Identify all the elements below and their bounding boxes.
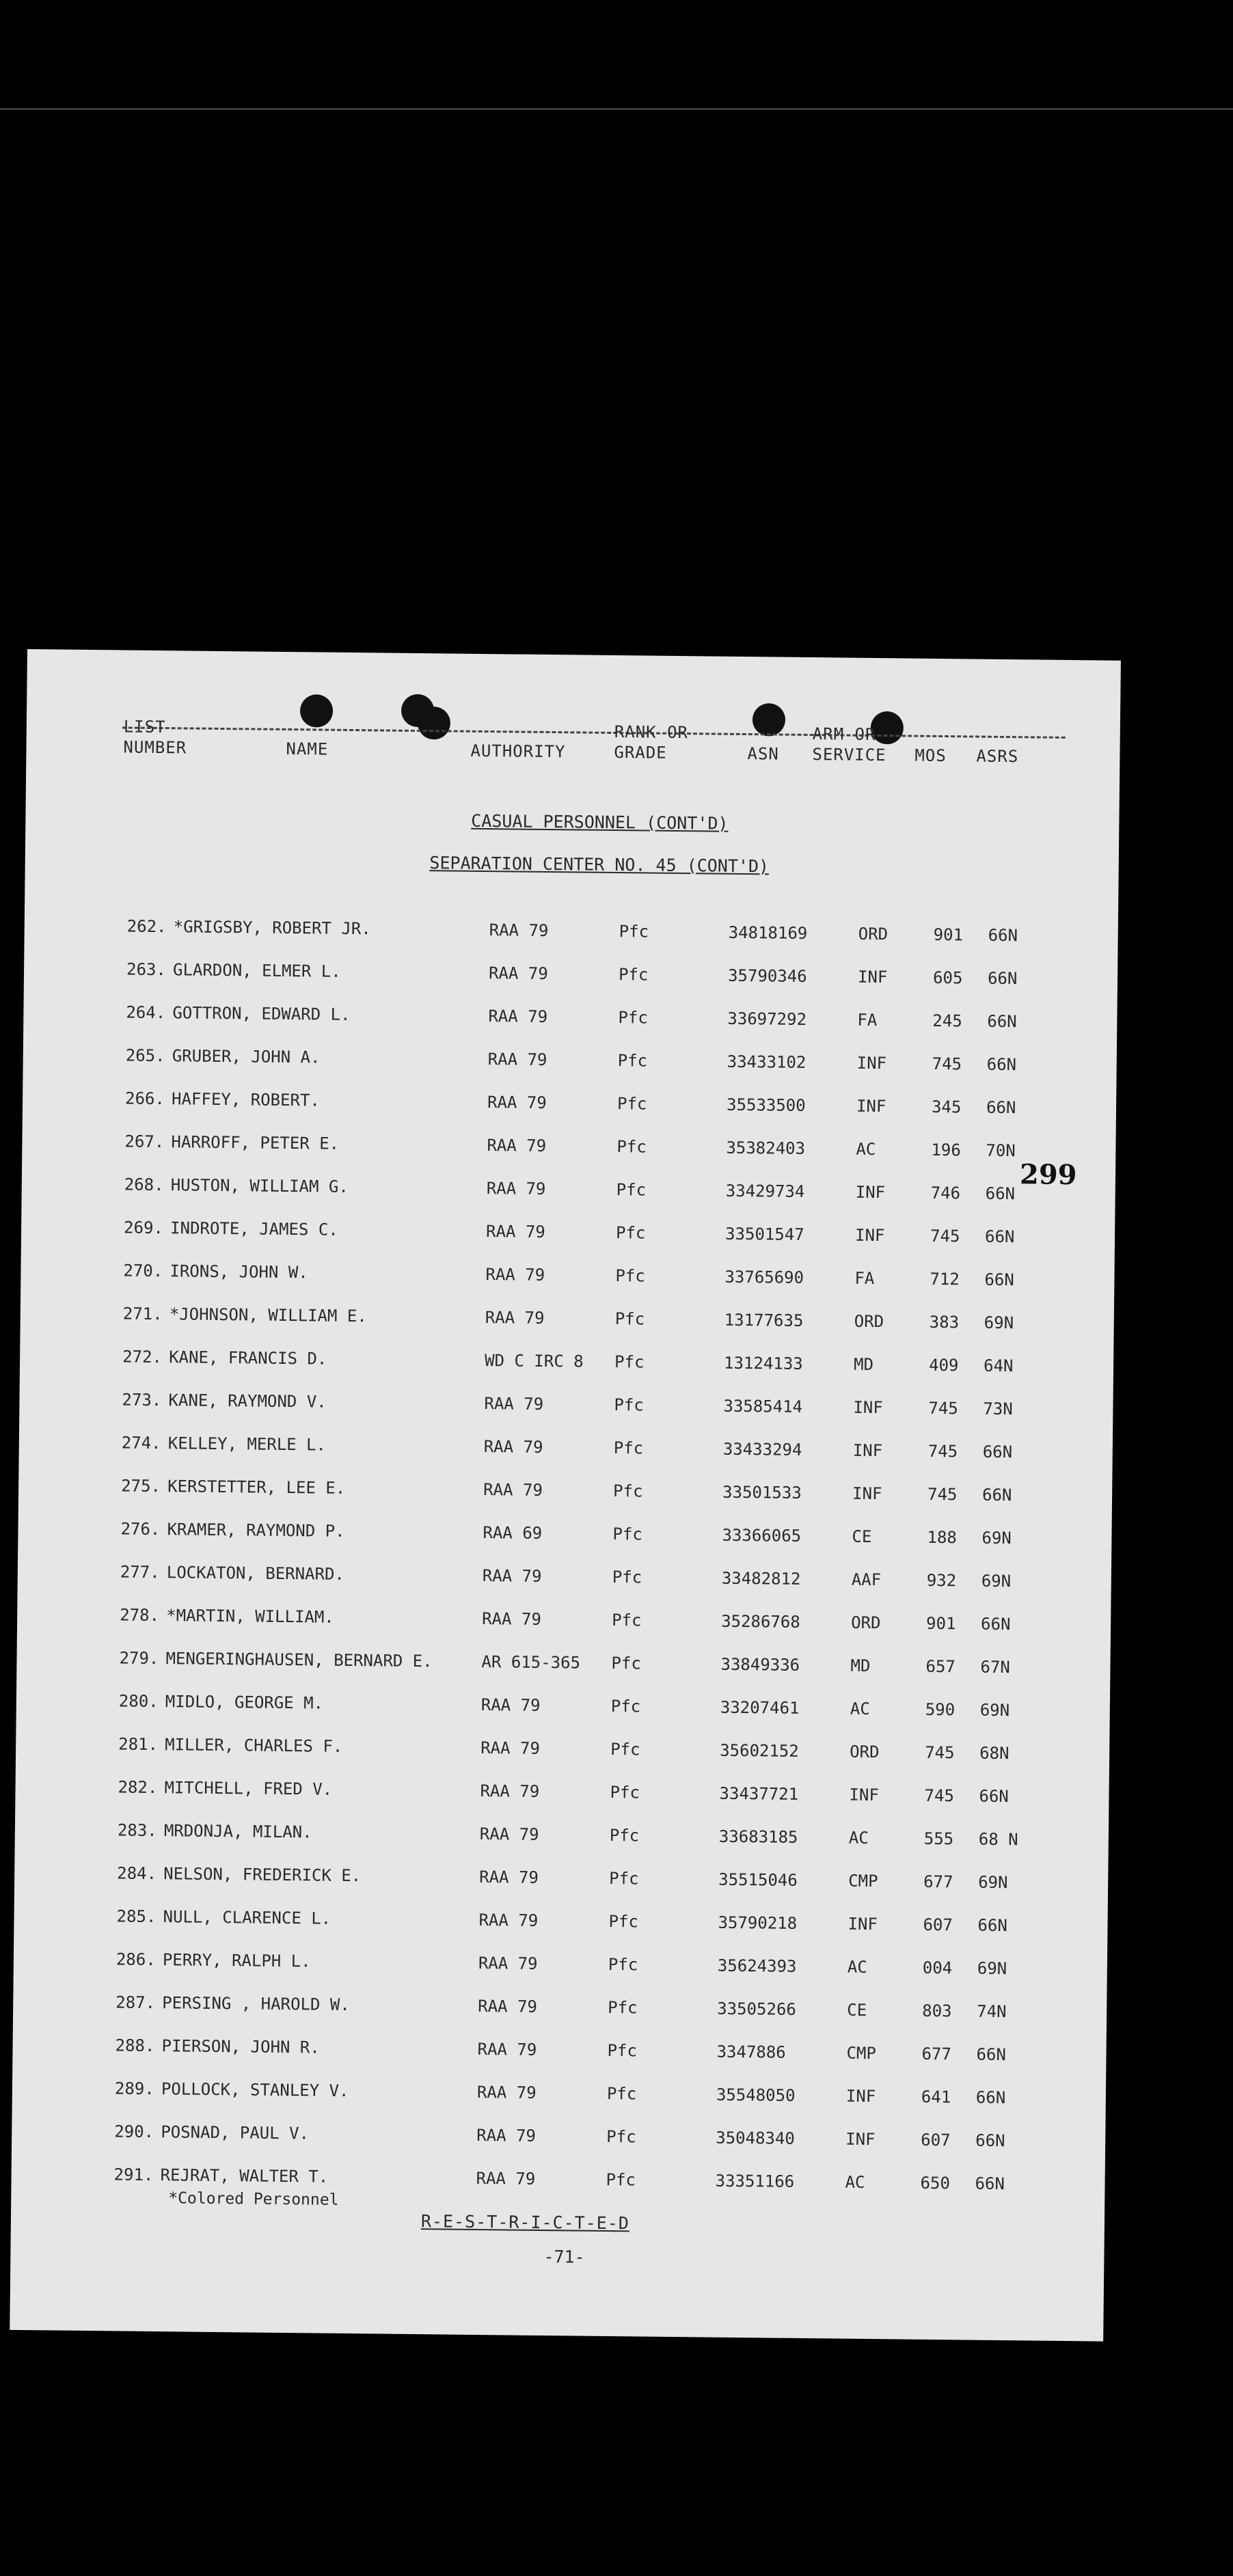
- asn: 33505266: [717, 1999, 796, 2019]
- asrs: 69N: [977, 1958, 1007, 1979]
- soldier-name: MENGERINGHAUSEN, BERNARD E.: [165, 1649, 433, 1671]
- grade: Pfc: [611, 1654, 642, 1673]
- mos: 745: [932, 1054, 962, 1074]
- asrs: 69N: [979, 1700, 1010, 1721]
- authority: RAA 79: [485, 1265, 545, 1285]
- mos: 657: [925, 1656, 956, 1677]
- arm: CE: [852, 1526, 872, 1547]
- authority: RAA 79: [487, 1050, 547, 1069]
- asn: 33433102: [727, 1052, 807, 1072]
- list-number: 278.: [120, 1605, 160, 1626]
- grade: Pfc: [610, 1783, 640, 1803]
- list-number: 271.: [122, 1304, 163, 1324]
- list-number: 283.: [117, 1820, 157, 1841]
- mos: 745: [924, 1785, 955, 1806]
- mos: 901: [925, 1613, 956, 1634]
- soldier-name: MITCHELL, FRED V.: [164, 1778, 333, 1799]
- authority: RAA 79: [476, 2126, 537, 2146]
- asrs: 69N: [978, 1872, 1008, 1893]
- arm: INF: [854, 1225, 885, 1246]
- punch-hole: [418, 707, 451, 740]
- authority: RAA 79: [482, 1609, 542, 1629]
- arm: INF: [848, 1914, 878, 1934]
- mos: 745: [927, 1484, 958, 1505]
- grade: Pfc: [616, 1094, 647, 1114]
- mos: 932: [926, 1570, 957, 1591]
- mos: 607: [923, 1915, 953, 1935]
- mos: 345: [931, 1097, 962, 1117]
- mos: 641: [921, 2087, 951, 2107]
- soldier-name: *JOHNSON, WILLIAM E.: [169, 1304, 367, 1326]
- mos: 745: [928, 1398, 958, 1419]
- list-number: 268.: [124, 1175, 164, 1195]
- soldier-name: KANE, RAYMOND V.: [168, 1390, 327, 1412]
- soldier-name: NULL, CLARENCE L.: [163, 1907, 331, 1928]
- arm: INF: [849, 1785, 880, 1805]
- list-number: 262.: [126, 916, 167, 937]
- grade: Pfc: [606, 2169, 636, 2190]
- arm: AAF: [851, 1570, 882, 1590]
- soldier-name: MIDLO, GEORGE M.: [165, 1692, 324, 1713]
- asn: 13124133: [723, 1353, 803, 1373]
- grade: Pfc: [608, 1998, 638, 2018]
- mos: 555: [923, 1828, 954, 1849]
- arm: AC: [847, 1957, 867, 1977]
- grade: Pfc: [606, 2126, 636, 2147]
- grade: Pfc: [606, 2083, 637, 2104]
- asn: 33501533: [722, 1482, 802, 1503]
- mos: 745: [930, 1226, 960, 1246]
- grade: Pfc: [608, 1912, 639, 1932]
- list-number: 263.: [126, 959, 167, 980]
- soldier-name: HAFFEY, ROBERT.: [171, 1089, 321, 1110]
- arm: INF: [856, 1096, 886, 1116]
- asn: 35624393: [717, 1956, 797, 1976]
- asrs: 66N: [988, 925, 1018, 946]
- authority: RAA 79: [488, 963, 548, 984]
- grade: Pfc: [609, 1826, 640, 1846]
- grade: Pfc: [614, 1352, 645, 1372]
- mos: 590: [925, 1699, 956, 1720]
- asn: 33585414: [723, 1396, 803, 1416]
- soldier-name: LOCKATON, BERNARD.: [166, 1563, 345, 1584]
- soldier-name: IRONS, JOHN W.: [170, 1261, 308, 1283]
- asn: 33482812: [721, 1568, 801, 1589]
- soldier-name: INDROTE, JAMES C.: [170, 1218, 338, 1239]
- mos: 712: [930, 1269, 960, 1289]
- list-number: 290.: [114, 2122, 154, 2142]
- asrs: 69N: [984, 1313, 1014, 1333]
- header-rank: RANK OR: [614, 722, 689, 743]
- authority: WD C IRC 8: [484, 1351, 584, 1371]
- mos: 188: [927, 1527, 957, 1548]
- asn: 33849336: [720, 1654, 800, 1675]
- arm: INF: [856, 1053, 887, 1073]
- mos: 409: [928, 1355, 959, 1375]
- mos: 901: [933, 924, 964, 945]
- arm: AC: [845, 2172, 865, 2192]
- grade: Pfc: [614, 1309, 645, 1329]
- soldier-name: MRDONJA, MILAN.: [163, 1821, 312, 1842]
- asrs: 66N: [975, 2174, 1005, 2194]
- authority: RAA 79: [478, 1997, 538, 2016]
- header-asrs: ASRS: [976, 746, 1019, 767]
- asrs: 66N: [976, 2044, 1007, 2065]
- asn: 35382403: [726, 1138, 806, 1158]
- soldier-name: GOTTRON, EDWARD L.: [172, 1003, 351, 1024]
- mos: 803: [922, 2001, 952, 2021]
- arm: AC: [850, 1699, 870, 1718]
- asrs: 66N: [984, 1270, 1014, 1290]
- soldier-name: HARROFF, PETER E.: [171, 1132, 340, 1153]
- arm: FA: [857, 1010, 878, 1030]
- subsection-title: SEPARATION CENTER NO. 45 (CONT'D): [429, 853, 770, 877]
- authority: RAA 79: [479, 1867, 539, 1887]
- grade: Pfc: [612, 1611, 642, 1630]
- section-title: CASUAL PERSONNEL (CONT'D): [471, 810, 729, 834]
- mos: 745: [927, 1441, 958, 1462]
- grade: Pfc: [609, 1869, 639, 1889]
- grade: Pfc: [612, 1567, 642, 1587]
- header-authority: AUTHORITY: [470, 741, 566, 762]
- list-number: 289.: [114, 2079, 154, 2099]
- authority: RAA 79: [480, 1781, 540, 1801]
- authority: RAA 79: [480, 1695, 541, 1715]
- arm: CMP: [846, 2043, 877, 2064]
- soldier-name: *MARTIN, WILLIAM.: [166, 1606, 334, 1627]
- arm: ORD: [851, 1613, 881, 1633]
- asrs: 64N: [983, 1356, 1014, 1376]
- list-number: 285.: [116, 1906, 157, 1927]
- grade: Pfc: [619, 922, 649, 942]
- header-grade: GRADE: [614, 742, 667, 763]
- grade: Pfc: [607, 2040, 638, 2061]
- authority: RAA 79: [487, 1136, 547, 1155]
- arm: ORD: [854, 1311, 884, 1332]
- arm: INF: [845, 2129, 876, 2150]
- asrs: 66N: [987, 1011, 1017, 1032]
- authority: RAA 79: [488, 1006, 548, 1026]
- grade: Pfc: [610, 1697, 641, 1716]
- document-page: [10, 649, 1121, 2342]
- list-number: 266.: [124, 1088, 165, 1109]
- list-number: 274.: [121, 1433, 161, 1453]
- authority: RAA 79: [487, 1093, 547, 1112]
- asn: 33437721: [719, 1783, 799, 1804]
- page-number: -71-: [543, 2247, 585, 2267]
- authority: RAA 79: [489, 920, 549, 941]
- list-number: 282.: [118, 1777, 158, 1798]
- grade: Pfc: [612, 1524, 642, 1544]
- asrs: 69N: [981, 1528, 1012, 1548]
- header-name: NAME: [286, 739, 329, 759]
- authority: RAA 79: [486, 1179, 546, 1198]
- soldier-name: PIERSON, JOHN R.: [161, 2036, 320, 2057]
- grade: Pfc: [618, 1008, 648, 1028]
- grade: Pfc: [616, 1137, 647, 1157]
- soldier-name: REJRAT, WALTER T.: [160, 2165, 329, 2187]
- asrs: 66N: [986, 1054, 1017, 1075]
- grade: Pfc: [615, 1223, 646, 1243]
- asrs: 74N: [977, 2001, 1007, 2022]
- arm: MD: [853, 1354, 874, 1375]
- list-number: 281.: [118, 1734, 159, 1755]
- list-number: 275.: [121, 1476, 161, 1496]
- asn: 33351166: [715, 2171, 795, 2191]
- mos: 745: [925, 1742, 955, 1763]
- authority: RAA 79: [479, 1824, 539, 1844]
- mos: 650: [920, 2173, 951, 2193]
- asrs: 66N: [985, 1183, 1016, 1204]
- header-asn: ASN: [747, 744, 779, 764]
- asrs: 69N: [981, 1571, 1012, 1591]
- grade: Pfc: [615, 1266, 645, 1286]
- asrs: 66N: [975, 2087, 1006, 2108]
- soldier-name: POSNAD, PAUL V.: [161, 2122, 310, 2143]
- header-service: SERVICE: [812, 745, 886, 765]
- authority: RAA 79: [483, 1437, 543, 1457]
- soldier-name: POLLOCK, STANLEY V.: [161, 2079, 349, 2101]
- scan-edge-line: [0, 108, 1233, 110]
- header-rule-top: [122, 726, 1066, 738]
- list-number: 272.: [122, 1347, 163, 1367]
- authority: RAA 79: [476, 2083, 537, 2102]
- list-number: 280.: [118, 1691, 159, 1712]
- arm: ORD: [858, 924, 889, 944]
- list-number: 273.: [122, 1390, 162, 1410]
- asn: 35790346: [727, 965, 807, 986]
- soldier-name: GLARDON, ELMER L.: [172, 960, 341, 981]
- authority: RAA 79: [485, 1308, 545, 1328]
- authority: RAA 79: [477, 2040, 537, 2059]
- authority: RAA 79: [480, 1738, 541, 1758]
- arm: CE: [847, 2000, 867, 2020]
- asn: 3347886: [716, 2042, 786, 2062]
- asn: 35548050: [716, 2085, 796, 2105]
- asrs: 66N: [977, 1915, 1008, 1936]
- mos: 245: [932, 1011, 962, 1031]
- asn: 33366065: [722, 1525, 802, 1546]
- asrs: 66N: [982, 1442, 1013, 1462]
- arm: INF: [857, 967, 888, 987]
- grade: Pfc: [618, 965, 649, 985]
- soldier-name: MILLER, CHARLES F.: [165, 1735, 343, 1756]
- asn: 33207461: [720, 1697, 800, 1718]
- list-number: 276.: [120, 1519, 161, 1539]
- list-number: 277.: [120, 1562, 160, 1582]
- list-number: 270.: [123, 1261, 163, 1281]
- asn: 34818169: [728, 922, 808, 943]
- grade: Pfc: [608, 1955, 638, 1975]
- soldier-name: PERRY, RALPH L.: [162, 1950, 311, 1971]
- mos: 677: [923, 1872, 953, 1892]
- grade: Pfc: [617, 1051, 648, 1071]
- soldier-name: HUSTON, WILLIAM G.: [170, 1175, 349, 1196]
- soldier-name: PERSING , HAROLD W.: [162, 1993, 350, 2015]
- asrs: 67N: [980, 1657, 1010, 1677]
- asrs: 66N: [981, 1485, 1012, 1505]
- list-number: 284.: [117, 1863, 157, 1884]
- authority: RAA 69: [483, 1523, 543, 1543]
- arm: FA: [854, 1268, 875, 1289]
- soldier-name: KRAMER, RAYMOND P.: [167, 1520, 345, 1541]
- asn: 33501547: [724, 1224, 804, 1244]
- asn: 33683185: [718, 1826, 798, 1847]
- grade: Pfc: [613, 1438, 644, 1458]
- soldier-name: NELSON, FREDERICK E.: [163, 1864, 362, 1886]
- asrs: 66N: [984, 1227, 1015, 1247]
- asrs: 66N: [986, 1097, 1016, 1118]
- asn: 35286768: [721, 1611, 800, 1632]
- restricted-marking: R-E-S-T-R-I-C-T-E-D: [420, 2211, 630, 2234]
- mos: 677: [921, 2044, 952, 2064]
- list-number: 267.: [124, 1132, 165, 1152]
- mos: 607: [921, 2130, 951, 2150]
- asn: 35790218: [718, 1913, 798, 1933]
- arm: INF: [852, 1440, 883, 1461]
- header-mos: MOS: [914, 745, 947, 766]
- asn: 33429734: [725, 1181, 805, 1201]
- asrs: 66N: [975, 2130, 1005, 2151]
- asrs: 68 N: [978, 1829, 1018, 1850]
- grade: Pfc: [616, 1180, 647, 1200]
- header-list: LIST: [123, 717, 166, 737]
- list-number: 286.: [116, 1949, 156, 1970]
- authority: RAA 79: [483, 1480, 543, 1500]
- list-number: 264.: [126, 1002, 166, 1023]
- header-arm: ARM OR: [812, 724, 876, 745]
- asrs: 73N: [983, 1399, 1013, 1419]
- mos: 383: [929, 1312, 960, 1332]
- soldier-name: *GRIGSBY, ROBERT JR.: [173, 917, 371, 939]
- mos: 746: [930, 1183, 961, 1203]
- asn: 35533500: [726, 1095, 806, 1115]
- grade: Pfc: [610, 1740, 640, 1759]
- arm: CMP: [848, 1871, 878, 1891]
- list-number: 279.: [119, 1648, 159, 1669]
- header-number: NUMBER: [123, 737, 187, 758]
- asn: 35048340: [716, 2128, 795, 2148]
- asn: 35602152: [720, 1740, 799, 1761]
- list-number: 265.: [125, 1045, 165, 1066]
- asn: 35515046: [718, 1869, 798, 1890]
- column-header: [27, 716, 1120, 767]
- authority: RAA 79: [478, 1954, 538, 1973]
- punch-hole: [753, 703, 786, 737]
- asrs: 66N: [979, 1786, 1010, 1807]
- authority: AR 615-365: [481, 1652, 581, 1673]
- asn: 33433294: [722, 1439, 802, 1460]
- asrs: 66N: [980, 1614, 1011, 1634]
- arm: INF: [855, 1182, 886, 1203]
- asrs: 68N: [979, 1743, 1010, 1764]
- arm: AC: [848, 1828, 869, 1848]
- footnote: *Colored Personnel: [168, 2189, 339, 2209]
- authority: RAA 79: [476, 2168, 536, 2189]
- arm: INF: [852, 1483, 882, 1504]
- arm: INF: [853, 1397, 883, 1418]
- asn: 33765690: [724, 1267, 804, 1287]
- grade: Pfc: [614, 1395, 644, 1415]
- soldier-name: KELLEY, MERLE L.: [167, 1434, 327, 1455]
- margin-number: 299: [1019, 1158, 1077, 1192]
- asrs: 66N: [987, 968, 1018, 989]
- mos: 605: [932, 968, 963, 988]
- authority: RAA 79: [484, 1394, 544, 1414]
- mos: 196: [931, 1140, 961, 1160]
- list-number: 291.: [113, 2165, 154, 2185]
- asrs: 70N: [986, 1140, 1016, 1161]
- authority: RAA 79: [482, 1566, 542, 1586]
- list-number: 288.: [115, 2036, 155, 2056]
- list-number: 269.: [123, 1218, 164, 1238]
- arm: ORD: [850, 1742, 880, 1762]
- soldier-name: KANE, FRANCIS D.: [169, 1347, 327, 1369]
- soldier-name: KERSTETTER, LEE E.: [167, 1477, 346, 1498]
- authority: RAA 79: [478, 1910, 539, 1930]
- authority: RAA 79: [485, 1222, 545, 1242]
- arm: INF: [845, 2086, 876, 2107]
- asn: 13177635: [724, 1310, 804, 1330]
- punch-hole: [300, 694, 334, 728]
- asn: 33697292: [727, 1009, 807, 1029]
- mos: 004: [922, 1958, 953, 1978]
- arm: MD: [850, 1656, 871, 1675]
- soldier-name: GRUBER, JOHN A.: [172, 1046, 321, 1067]
- arm: AC: [856, 1139, 876, 1160]
- list-number: 287.: [116, 1992, 156, 2013]
- grade: Pfc: [612, 1481, 643, 1501]
